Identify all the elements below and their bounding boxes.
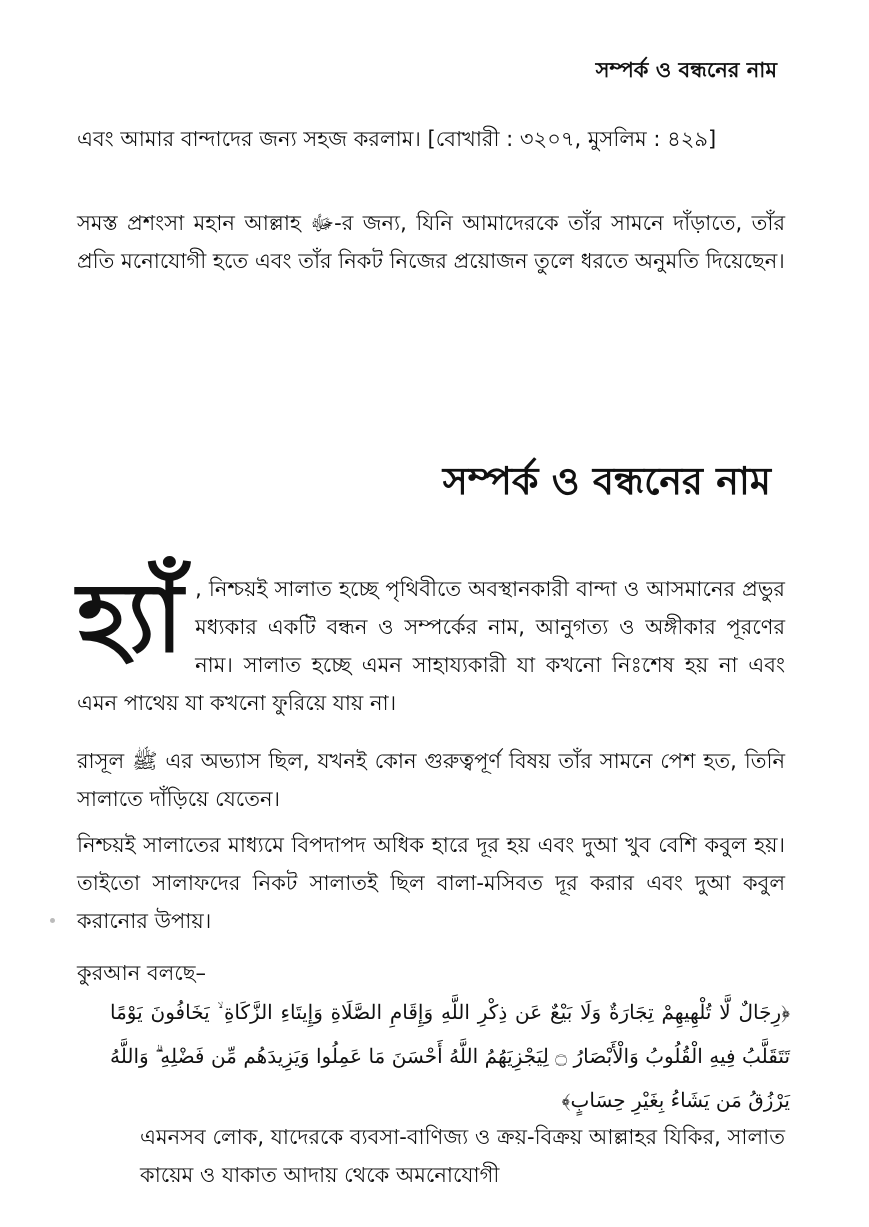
intro-paragraph bbox=[77, 562, 785, 722]
paragraph-dua: নিশ্চয়ই সালাতের মাধ্যমে বিপদাপদ অধিক হারে দূর হয় এবং দুআ খুব বেশি কবুল হয়। তাইতো সালাফদের নিকট সালাতই ছিল বালা-মসিবত দূর করার এবং দুআ কবুল করানোর উপায়। bbox=[77, 833, 785, 933]
paragraph-praise: সমস্ত প্রশংসা মহান আল্লাহ ﷻ-র জন্য, যিনি আমাদেরকে তাঁর সামনে দাঁড়াতে, তাঁর প্রতি মনোযোগী হতে এবং তাঁর নিকট নিজের প্রয়োজন তুলে ধরতে অনুমতি দিয়েছেন। bbox=[77, 211, 785, 273]
scan-dot bbox=[50, 918, 55, 923]
quran-intro: কুরআন বলছে– bbox=[77, 961, 206, 985]
chapter-title: সম্পর্ক ও বন্ধনের নাম bbox=[442, 459, 771, 503]
paragraph-translation: এমনসব লোক, যাদেরকে ব্যবসা-বাণিজ্য ও ক্রয়-বিক্রয় আল্লাহর যিকির, সালাত কায়েম ও যাকাত আদায় থেকে অমনোযোগী bbox=[140, 1125, 785, 1187]
arabic-verse: ﴿رِجَالٌ لَّا تُلْهِيهِمْ تِجَارَةٌ وَلَا بَيْعٌ عَن ذِكْرِ اللَّهِ وَإِقَامِ الصَّلَاةِ وَإِيتَاءِ الزَّكَاةِ ۙ يَخَافُونَ يَوْمًا تَتَقَلَّبُ فِيهِ الْقُلُوبُ وَالْأَبْصَارُ ۝ لِيَجْزِيَهُمُ اللَّهُ أَحْسَنَ مَا عَمِلُوا وَيَزِيدَهُم مِّن فَضْلِهِ ۗ وَاللَّهُ يَرْزُقُ مَن يَشَاءُ بِغَيْرِ حِسَابٍ﴾ bbox=[110, 1000, 791, 1112]
paragraph-citation: এবং আমার বান্দাদের জন্য সহজ করলাম। [বোখারী : ৩২০৭, মুসলিম : ৪২৯] bbox=[77, 127, 717, 151]
drop-cap: হ্যাঁ bbox=[77, 562, 184, 674]
running-header: সম্পর্ক ও বন্ধনের নাম bbox=[595, 58, 777, 82]
intro-paragraph-text: , নিশ্চয়ই সালাত হচ্ছে পৃথিবীতে অবস্থানকারী বান্দা ও আসমানের প্রভুর মধ্যকার একটি বন্ধন ও সম্পর্কের নাম, আনুগত্য ও অঙ্গীকার পূরণের নাম। সালাত হচ্ছে এমন সাহায্যকারী যা কখনো নিঃশেষ হয় না এবং এমন পাথেয় যা কখনো ফুরিয়ে যায় না। bbox=[77, 577, 785, 715]
paragraph-prophet-habit: রাসূল ﷺ এর অভ্যাস ছিল, যখনই কোন গুরুত্বপূর্ণ বিষয় তাঁর সামনে পেশ হত, তিনি সালাতে দাঁড়িয়ে যেতেন। bbox=[77, 749, 785, 811]
